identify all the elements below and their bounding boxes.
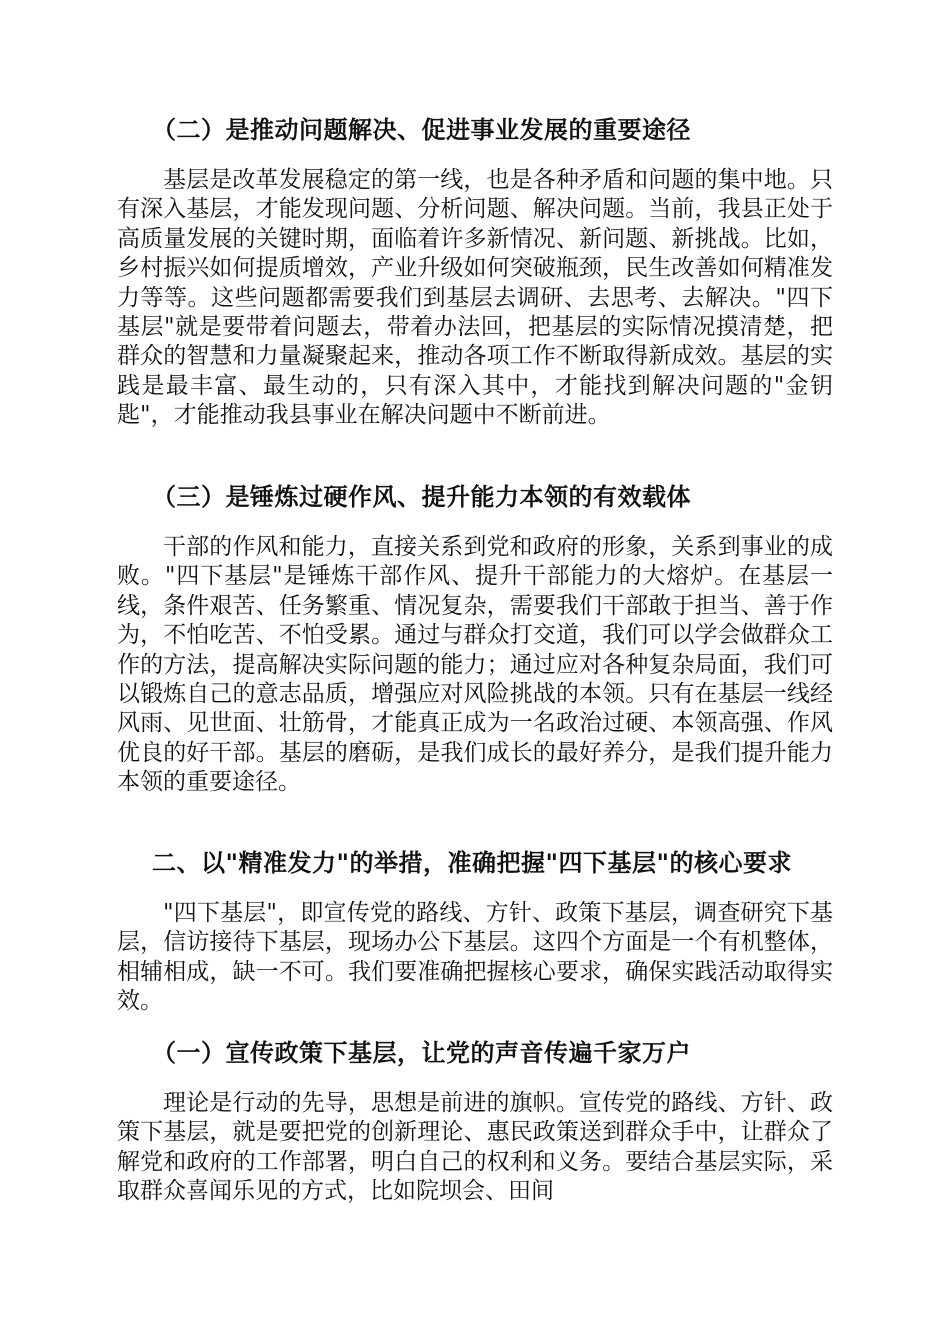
section-paragraph-2-3: 干部的作风和能力，直接关系到党和政府的形象，关系到事业的成败。"四下基层"是锤炼干部作风、提升干部能力的大熔炉。在基层一线，条件艰苦、任务繁重、情况复杂，需要我们干部敢于担当、善于作为，不怕吃苦、不怕受累。通过与群众打交道，我们可以学会做群众工作的方法，提高解决实际问题的能力；通过应对各种复杂局面，我们可以锻炼自己的意志品质，增强应对风险挑战的本领。只有在基层一线经风雨、见世面、壮筋骨，才能真正成为一名政治过硬、本领高强、作风优良的好干部。基层的磨砺，是我们成长的最好养分，是我们提升能力本领的重要途径。 bbox=[117, 534, 833, 796]
section-heading-2-2: （二）是推动问题解决、促进事业发展的重要途径 bbox=[152, 116, 691, 144]
chapter-heading-2: 二、以"精准发力"的举措，准确把握"四下基层"的核心要求 bbox=[152, 849, 793, 877]
section-heading-2-3: （三）是锤炼过硬作风、提升能力本领的有效载体 bbox=[152, 483, 691, 511]
section-heading-3-1: （一）宣传政策下基层，让党的声音传遍千家万户 bbox=[152, 1039, 691, 1067]
section-paragraph-3-1: 理论是行动的先导，思想是前进的旗帜。宣传党的路线、方针、政策下基层，就是要把党的创新理论、惠民政策送到群众手中，让群众了解党和政府的工作部署，明白自己的权利和义务。要结合基层实际，采取群众喜闻乐见的方式，比如院坝会、田间 bbox=[117, 1090, 833, 1205]
section-paragraph-2-2: 基层是改革发展稳定的第一线，也是各种矛盾和问题的集中地。只有深入基层，才能发现问题、分析问题、解决问题。当前，我县正处于高质量发展的关键时期，面临着许多新情况、新问题、新挑战。比如，乡村振兴如何提质增效，产业升级如何突破瓶颈，民生改善如何精准发力等等。这些问题都需要我们到基层去调研、去思考、去解决。"四下基层"就是要带着问题去，带着办法回，把基层的实际情况摸清楚，把群众的智慧和力量凝聚起来，推动各项工作不断取得新成效。基层的实践是最丰富、最生动的，只有深入其中，才能找到解决问题的"金钥匙"，才能推动我县事业在解决问题中不断前进。 bbox=[117, 167, 833, 429]
chapter-paragraph-2: "四下基层"，即宣传党的路线、方针、政策下基层，调查研究下基层，信访接待下基层，现场办公下基层。这四个方面是一个有机整体，相辅相成，缺一不可。我们要准确把握核心要求，确保实践活动取得实效。 bbox=[117, 900, 833, 1015]
